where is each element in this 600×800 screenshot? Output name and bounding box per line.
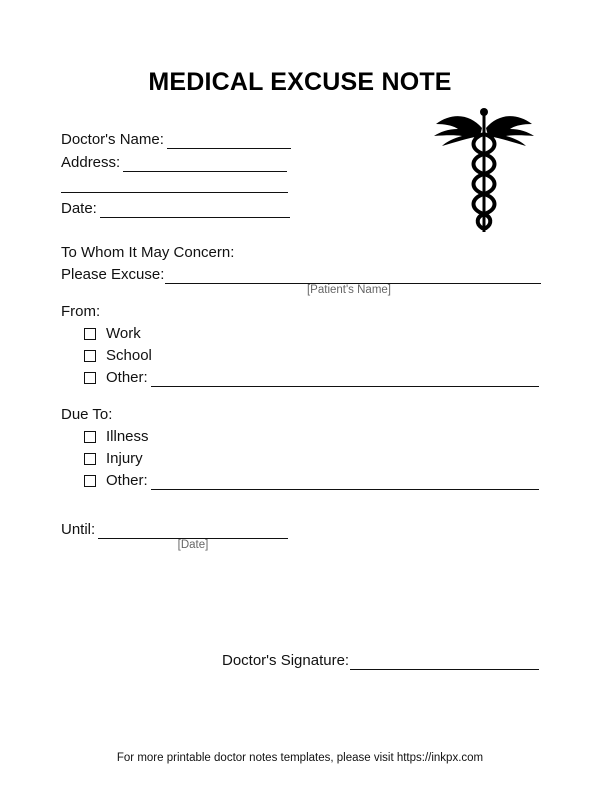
doctor-signature-field[interactable] <box>222 652 539 670</box>
until-date-hint: [Date] <box>177 539 209 551</box>
address-line-2[interactable] <box>61 192 288 193</box>
due-to-option-injury[interactable] <box>84 450 143 468</box>
option-label: Injury <box>106 450 143 467</box>
until-field[interactable] <box>61 521 288 539</box>
date-label: Date: <box>61 200 97 217</box>
option-label: Other: <box>106 472 148 489</box>
option-label: Illness <box>106 428 149 445</box>
date-line[interactable] <box>100 201 290 218</box>
please-excuse-field[interactable] <box>61 266 541 284</box>
option-label: Other: <box>106 369 148 386</box>
patient-name-line[interactable] <box>165 267 541 284</box>
please-excuse-label: Please Excuse: <box>61 266 165 283</box>
signature-label: Doctor's Signature: <box>222 652 350 669</box>
address-line[interactable] <box>123 155 287 172</box>
option-label: School <box>106 347 152 364</box>
from-option-school[interactable] <box>84 347 152 365</box>
doctor-name-field[interactable] <box>61 131 291 149</box>
checkbox[interactable] <box>84 475 96 487</box>
checkbox[interactable] <box>84 453 96 465</box>
address-label: Address: <box>61 154 121 171</box>
due-to-option-other[interactable] <box>84 472 539 490</box>
checkbox[interactable] <box>84 350 96 362</box>
from-option-work[interactable] <box>84 325 141 343</box>
address-field[interactable] <box>61 154 287 172</box>
checkbox[interactable] <box>84 431 96 443</box>
until-line[interactable] <box>98 522 288 539</box>
page-title: MEDICAL EXCUSE NOTE <box>148 68 452 96</box>
due-to-label: Due To: <box>61 406 113 423</box>
from-option-other[interactable] <box>84 369 539 387</box>
from-label: From: <box>61 303 101 320</box>
doctor-name-label: Doctor's Name: <box>61 131 164 148</box>
option-label: Work <box>106 325 141 342</box>
caduceus-icon <box>432 104 536 236</box>
salutation-text: To Whom It May Concern: <box>61 244 235 261</box>
due-to-other-line[interactable] <box>151 473 539 490</box>
checkbox[interactable] <box>84 328 96 340</box>
due-to-option-illness[interactable] <box>84 428 149 446</box>
until-label: Until: <box>61 521 96 538</box>
footer-text: For more printable doctor notes templates, please visit https://inkpx.com <box>116 752 484 764</box>
signature-line[interactable] <box>350 653 539 670</box>
date-field[interactable] <box>61 200 290 218</box>
checkbox[interactable] <box>84 372 96 384</box>
doctor-name-line[interactable] <box>167 132 291 149</box>
patient-name-hint: [Patient's Name] <box>306 284 391 296</box>
from-other-line[interactable] <box>151 370 539 387</box>
